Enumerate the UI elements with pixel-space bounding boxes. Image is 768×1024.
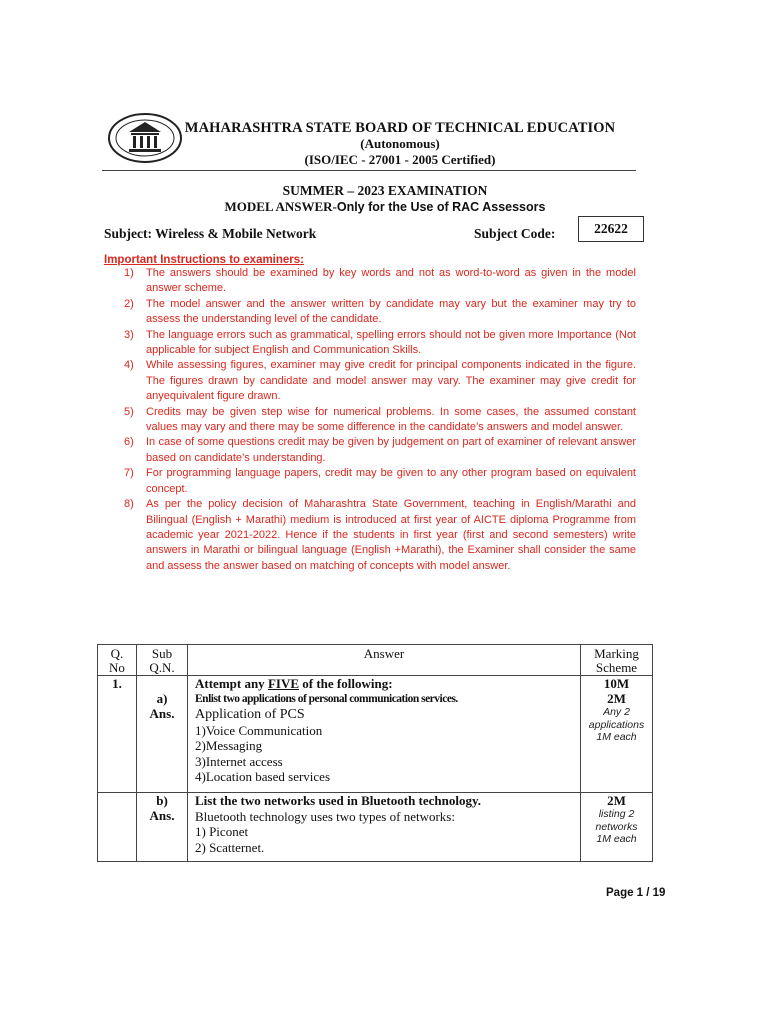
instruction-item: 2) The model answer and the answer written by candidate may vary but the examiner may try to assess the understanding level of the candidate. xyxy=(124,297,636,326)
answer-line: 1)Voice Communication xyxy=(195,722,323,738)
subject-code-label: Subject Code: xyxy=(474,226,556,241)
answer-line: 1) Piconet xyxy=(195,824,249,839)
autonomous-label: (Autonomous) xyxy=(360,136,440,151)
page-number: Page 1 / 19 xyxy=(606,887,666,899)
instruction-item: 3) The language errors such as grammatical, spelling errors should not be given more Importance (Not applicable for subject English and Communication Skills. xyxy=(124,328,636,357)
answer-line: 4)Location based services xyxy=(195,769,331,784)
subquestion-cell: a) Ans. xyxy=(137,676,188,793)
model-answer-suffix: Only for the Use of RAC Assessors xyxy=(336,200,546,214)
model-answer-prefix: MODEL ANSWER- xyxy=(224,199,337,214)
table-row xyxy=(98,793,653,862)
subject-code-box: 22622 xyxy=(578,216,644,242)
table-row xyxy=(98,676,653,793)
answer-table xyxy=(97,644,653,862)
marking-cell: 10M 2M Any 2 applications 1M each xyxy=(581,676,653,793)
question-heading: Attempt any FIVE of the following: xyxy=(195,676,393,691)
answer-line: 2)Messaging xyxy=(195,738,263,753)
question-marks: 2M xyxy=(607,691,626,706)
answer-cell xyxy=(188,676,581,793)
header-qno: Q. No xyxy=(98,645,137,676)
iso-certification: (ISO/IEC - 27001 - 2005 Certified) xyxy=(304,152,496,167)
instruction-item: 1) The answers should be examined by key words and not as word-to-word as given in the model answer scheme. xyxy=(124,267,636,295)
instruction-item: 6) In case of some questions credit may be given by judgement on part of examiner of relevant answer based on candidate’s understanding. xyxy=(124,436,636,464)
table-header-row xyxy=(98,645,653,676)
board-name: MAHARASHTRA STATE BOARD OF TECHNICAL EDUCATION xyxy=(184,120,616,136)
instructions-list xyxy=(104,266,636,574)
marking-cell: 2M listing 2 networks 1M each xyxy=(581,793,653,862)
instruction-item: 5) Credits may be given step wise for numerical problems. In some cases, the assumed constant values may vary and there may be some difference in the candidate’s answers and model answer. xyxy=(124,405,636,434)
exam-title: SUMMER – 2023 EXAMINATION xyxy=(282,183,488,198)
header-answer: Answer xyxy=(188,645,581,676)
question-text: Enlist two applications of personal communication services. xyxy=(195,692,458,705)
question-text: List the two networks used in Bluetooth technology. xyxy=(195,793,482,808)
header-marking: Marking Scheme xyxy=(581,645,653,676)
model-answer-line xyxy=(100,199,670,215)
answer-line: Bluetooth technology uses two types of networks: xyxy=(195,808,455,824)
header-divider xyxy=(102,170,636,171)
instruction-item: 8) As per the policy decision of Maharashtra State Government, teaching in English/Marathi and Bilingual (English + Marathi) medium is introduced at first year of AICTE diploma Programme from academic year 2021-2022. Hence if the students in first year (first and second semesters) write answers in Marathi or bilingual language (English +Marathi), the Examiner shall consider the same and assess the answer based on matching of concepts with model answer. xyxy=(124,498,636,572)
subquestion-cell: b) Ans. xyxy=(137,793,188,862)
board-seal-logo xyxy=(107,112,183,164)
total-marks: 10M xyxy=(603,676,630,691)
answer-cell xyxy=(188,793,581,862)
instruction-item: 7) For programming language papers, credit may be given to any other program based on equivalent concept. xyxy=(124,467,636,495)
instructions-title: Important Instructions to examiners: xyxy=(104,254,305,266)
answer-line: 2) Scatternet. xyxy=(195,839,265,855)
question-number: 1. xyxy=(98,676,137,793)
header-subqn: Sub Q.N. xyxy=(137,645,188,676)
answer-line: 3)Internet access xyxy=(195,753,283,769)
answer-line: Application of PCS xyxy=(195,707,305,722)
instruction-item: 4) While assessing figures, examiner may give credit for principal components indicated in the figure. The figures drawn by candidate and model answer may vary. The examiner may give credit for anyequivalent figure drawn. xyxy=(124,359,636,403)
subject-name: Subject: Wireless & Mobile Network xyxy=(104,226,317,241)
question-marks: 2M xyxy=(607,793,626,808)
